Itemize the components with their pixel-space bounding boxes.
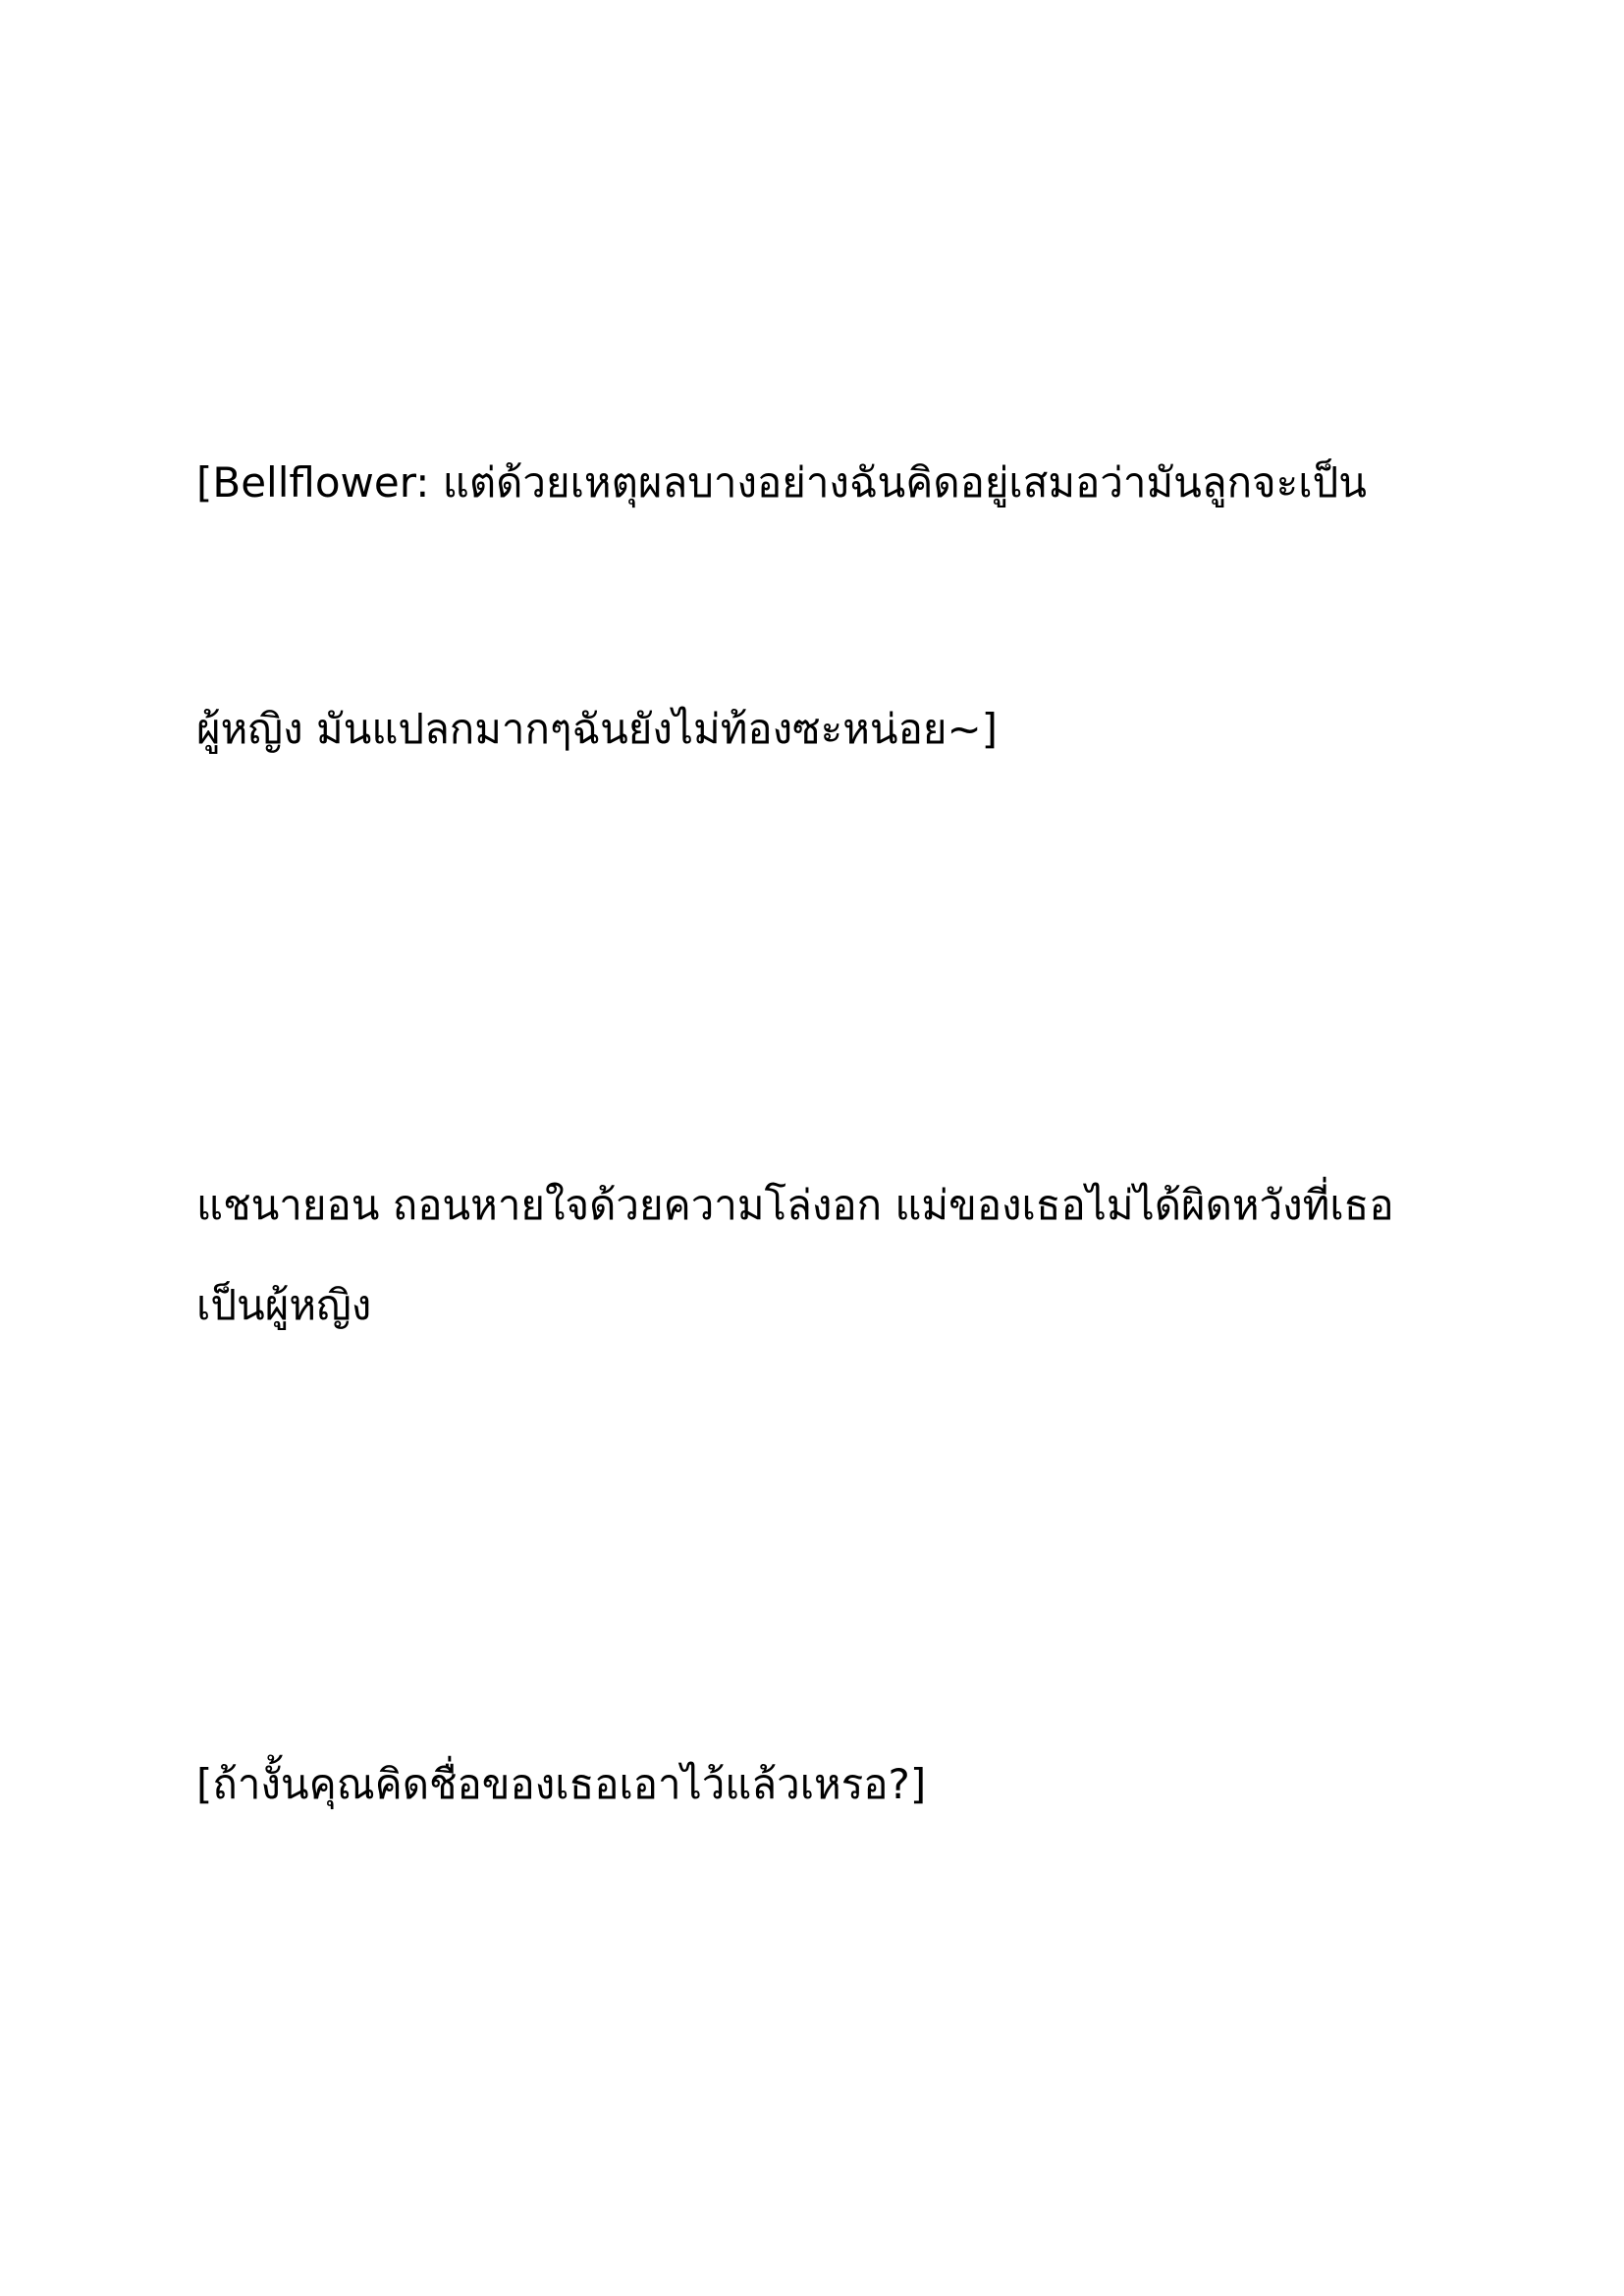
paragraph-3-line-1: [ถ้างั้นคุณคิดชื่อของเธอเอาไว้แล้วเหรอ?] — [196, 1760, 927, 1808]
paragraph-1-line-2: ผู้หญิง มันแปลกมากๆฉันยังไม่ท้องซะหน่อย~] — [196, 705, 999, 753]
paragraph-1-line-1: [Bellflower: แต่ด้วยเหตุผลบางอย่างฉันคิดอยู่เสมอว่ามันลูกจะเป็น — [196, 458, 1367, 507]
paragraph-2-line-1: แชนายอน ถอนหายใจด้วยความโล่งอก แม่ของเธอไม่ได้ผิดหวังที่เธอ — [196, 1181, 1394, 1229]
paragraph-2-line-2: เป็นผู้หญิง — [196, 1281, 372, 1329]
